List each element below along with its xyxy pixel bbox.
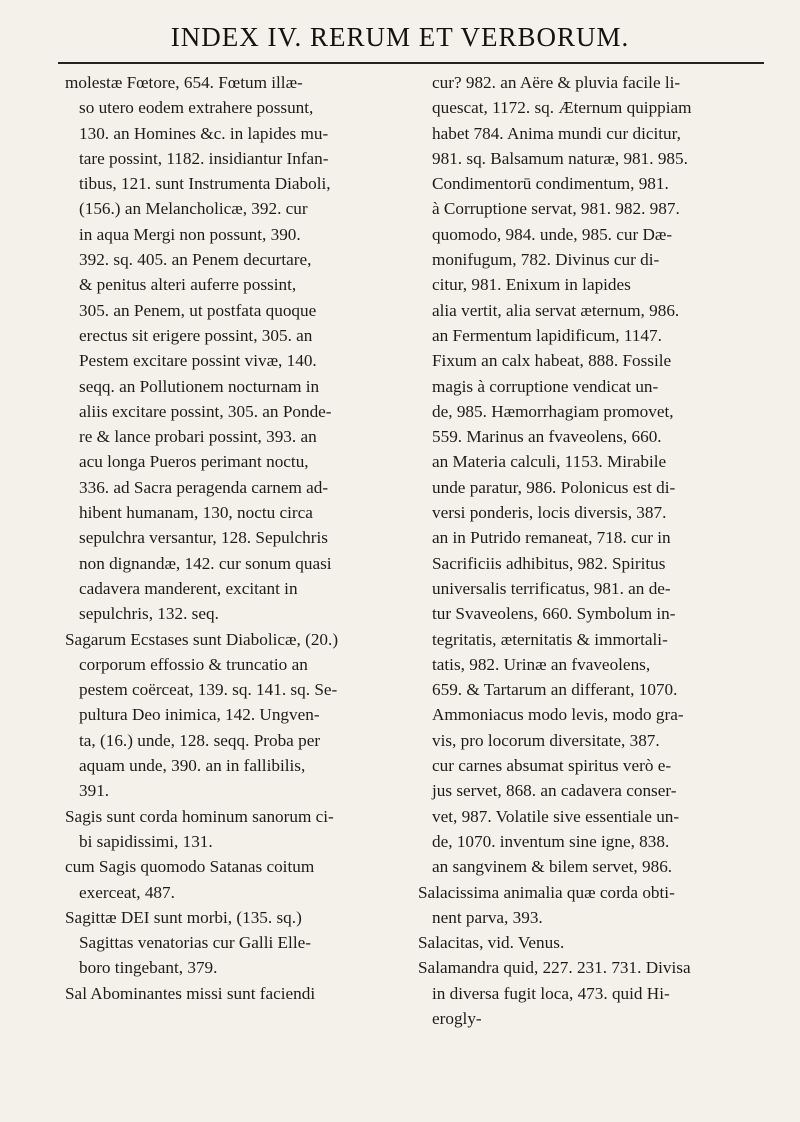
index-line: 559. Marinus an fvaveolens, 660. xyxy=(432,427,662,447)
index-line: monifugum, 782. Divinus cur di- xyxy=(432,250,660,270)
index-line: nent parva, 393. xyxy=(432,907,543,927)
index-line: 130. an Homines &c. in lapides mu- xyxy=(79,123,329,143)
index-line: pultura Deo inimica, 142. Ungven- xyxy=(79,705,320,725)
index-line: molestæ Fœtore, 654. Fœtum illæ- xyxy=(65,73,303,92)
right-column xyxy=(418,70,768,1031)
index-line: Sacrificiis adhibitus, 982. Spiritus xyxy=(432,553,666,573)
index-line: Salacissima animalia quæ corda obti- xyxy=(418,882,675,902)
index-line: universalis terrificatus, 981. an de- xyxy=(432,578,671,598)
index-line: aquam unde, 390. an in fallibilis, xyxy=(79,756,306,776)
index-line: 336. ad Sacra peragenda carnem ad- xyxy=(79,477,329,497)
index-line: erectus sit erigere possint, 305. an xyxy=(79,325,313,345)
index-line: seqq. an Pollutionem nocturnam in xyxy=(79,376,320,396)
index-line: Salamandra quid, 227. 231. 731. Divisa xyxy=(418,958,691,978)
index-line: tatis, 982. Urinæ an fvaveolens, xyxy=(432,654,651,674)
index-line: Sagittas venatorias cur Galli Elle- xyxy=(79,933,311,953)
index-line: de, 985. Hæmorrhagiam promovet, xyxy=(432,401,674,421)
index-line: in aqua Mergi non possunt, 390. xyxy=(79,224,301,244)
index-line: bi sapidissimi, 131. xyxy=(79,831,213,851)
index-line: & penitus alteri auferre possint, xyxy=(79,275,297,295)
index-line: cum Sagis quomodo Satanas coitum xyxy=(65,857,315,877)
header-rule xyxy=(58,62,764,64)
index-line: 392. sq. 405. an Penem decurtare, xyxy=(79,250,312,270)
index-line: tur Svaveolens, 660. Symbolum in- xyxy=(432,604,676,624)
index-line: Fixum an calx habeat, 888. Fossile xyxy=(432,351,672,371)
index-line: quescat, 1172. sq. Æternum quippiam xyxy=(432,98,692,118)
index-line: in diversa fugit loca, 473. quid Hi- xyxy=(432,983,670,1003)
index-line: 981. sq. Balsamum naturæ, 981. 985. xyxy=(432,148,688,168)
index-line: tibus, 121. sunt Instrumenta Diaboli, xyxy=(79,174,331,194)
index-line: Sal Abominantes missi sunt faciendi xyxy=(65,983,316,1003)
index-line: pestem coërceat, 139. sq. 141. sq. Se- xyxy=(79,680,338,700)
index-line: sepulchra versantur, 128. Sepulchris xyxy=(79,528,328,548)
index-line: jus servet, 868. an cadavera conser- xyxy=(432,781,677,801)
index-line: Ammoniacus modo levis, modo gra- xyxy=(432,705,684,725)
index-line: so utero eodem extrahere possunt, xyxy=(79,98,314,118)
index-line: boro tingebant, 379. xyxy=(79,958,218,978)
index-line: aliis excitare possint, 305. an Ponde- xyxy=(79,401,332,421)
index-line: 305. an Penem, ut postfata quoque xyxy=(79,300,317,320)
index-line: an Materia calculi, 1153. Mirabile xyxy=(432,452,667,472)
index-line: sepulchris, 132. seq. xyxy=(79,604,219,624)
index-line: habet 784. Anima mundi cur dicitur, xyxy=(432,123,681,143)
index-line: 659. & Tartarum an differant, 1070. xyxy=(432,680,678,700)
index-line: erogly- xyxy=(432,1008,482,1028)
index-line: tare possint, 1182. insidiantur Infan- xyxy=(79,148,329,168)
index-line: de, 1070. inventum sine igne, 838. xyxy=(432,831,670,851)
index-line: an sangvinem & bilem servet, 986. xyxy=(432,857,673,877)
index-line: versi ponderis, locis diversis, 387. xyxy=(432,503,667,523)
index-line: alia vertit, alia servat æternum, 986. xyxy=(432,300,680,320)
index-line: vet, 987. Volatile sive essentiale un- xyxy=(432,806,680,826)
index-line: magis à corruptione vendicat un- xyxy=(432,376,659,396)
index-line: à Corruptione servat, 981. 982. 987. xyxy=(432,199,680,219)
index-line: cur carnes absumat spiritus verò e- xyxy=(432,756,672,776)
index-line: acu longa Pueros perimant noctu, xyxy=(79,452,309,472)
page-header: INDEX IV. RERUM ET VERBORUM. xyxy=(170,22,630,52)
index-line: non dignandæ, 142. cur sonum quasi xyxy=(79,553,332,573)
index-line: Sagis sunt corda hominum sanorum ci- xyxy=(65,806,334,826)
index-line: hibent humanam, 130, noctu circa xyxy=(79,503,313,523)
index-line: an Fermentum lapidificum, 1147. xyxy=(432,325,662,345)
index-line: Pestem excitare possint vivæ, 140. xyxy=(79,351,317,371)
left-column xyxy=(65,70,395,1006)
index-line: an in Putrido remaneat, 718. cur in xyxy=(432,528,671,548)
index-line: corporum effossio & truncatio an xyxy=(79,654,308,674)
index-line: citur, 981. Enixum in lapides xyxy=(432,275,631,295)
index-line: vis, pro locorum diversitate, 387. xyxy=(432,730,660,750)
index-line: ta, (16.) unde, 128. seqq. Proba per xyxy=(79,730,321,750)
index-line: Salacitas, vid. Venus. xyxy=(418,933,565,953)
index-line: 391. xyxy=(79,781,110,801)
index-line: quomodo, 984. unde, 985. cur Dæ- xyxy=(432,224,673,244)
index-line: (156.) an Melancholicæ, 392. cur xyxy=(79,199,308,219)
index-line: exerceat, 487. xyxy=(79,882,175,902)
index-line: unde paratur, 986. Polonicus est di- xyxy=(432,477,676,497)
index-line: cadavera manderent, excitant in xyxy=(79,578,298,598)
index-line: Condimentorū condimentum, 981. xyxy=(432,174,669,194)
index-line: Sagarum Ecstases sunt Diabolicæ, (20.) xyxy=(65,629,339,649)
index-line: Sagittæ DEI sunt morbi, (135. sq.) xyxy=(65,907,302,927)
index-line: cur? 982. an Aëre & pluvia facile li- xyxy=(432,73,681,92)
index-line: re & lance probari possint, 393. an xyxy=(79,427,317,447)
index-line: tegritatis, æternitatis & immortali- xyxy=(432,629,668,649)
